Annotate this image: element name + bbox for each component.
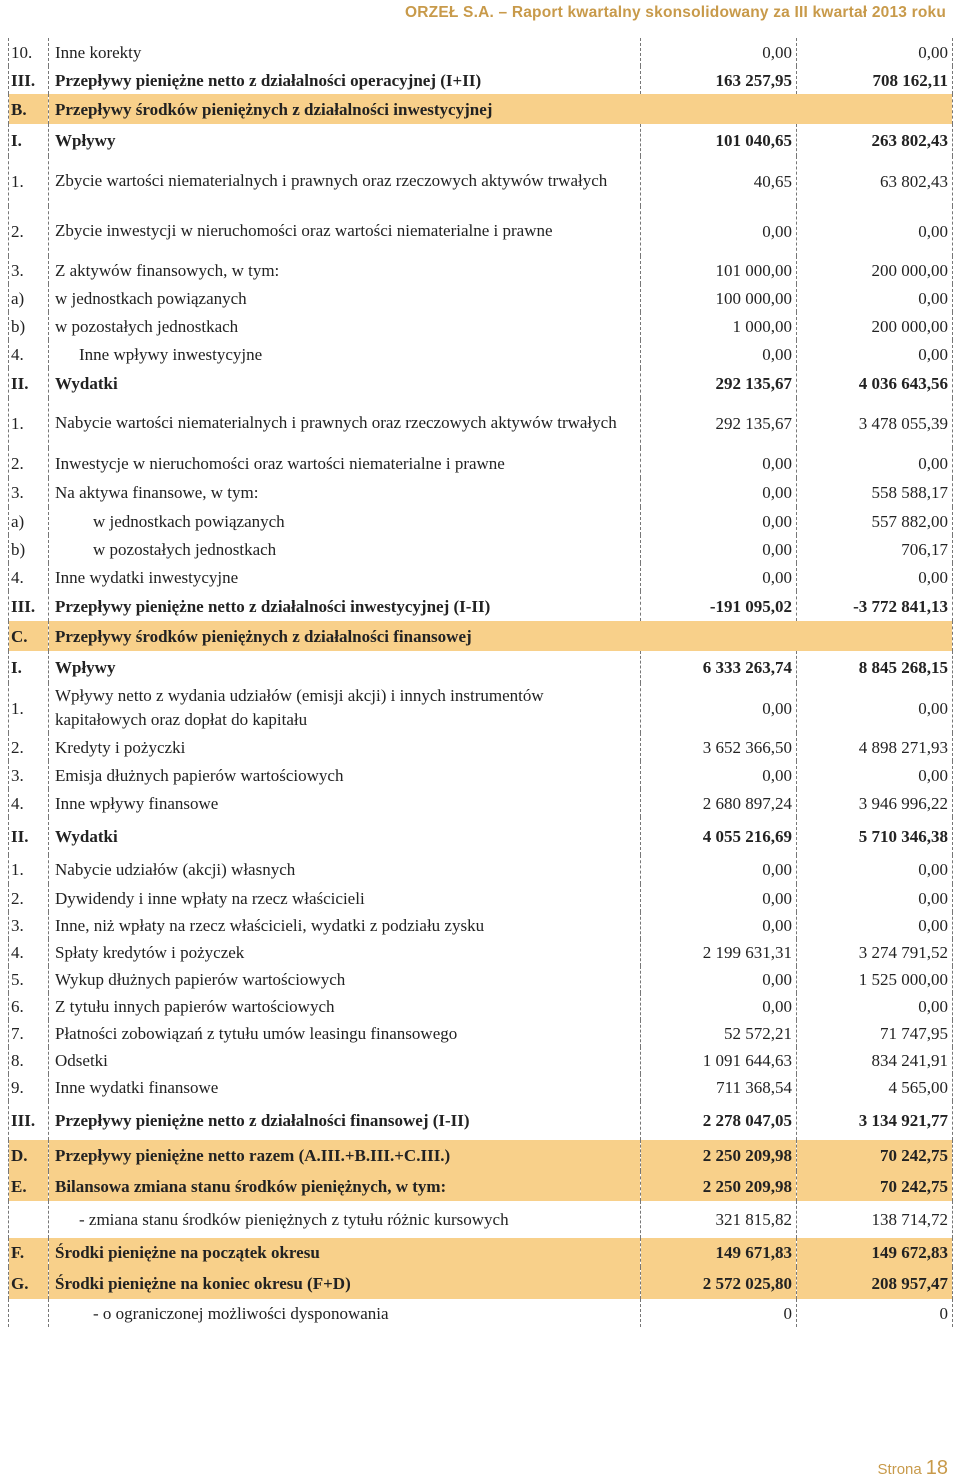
value-current-period: 0,00	[641, 912, 797, 939]
row-number: G.	[9, 1267, 49, 1299]
row-label: Zbycie inwestycji w nieruchomości oraz wartości niematerialne i prawne	[49, 206, 641, 256]
value-previous-period: 71 747,95	[797, 1020, 953, 1047]
table-row	[9, 1101, 953, 1140]
row-number: III.	[9, 66, 49, 94]
row-label: Z tytułu innych papierów wartościowych	[49, 993, 641, 1020]
row-label: w pozostałych jednostkach	[49, 535, 641, 563]
row-label: w pozostałych jednostkach	[49, 312, 641, 340]
value-current-period: 6 333 263,74	[641, 651, 797, 683]
row-label: w jednostkach powiązanych	[49, 507, 641, 535]
value-current-period: 0,00	[641, 761, 797, 789]
row-label: Środki pieniężne na początek okresu	[49, 1238, 641, 1267]
table-row	[9, 340, 953, 368]
table-row	[9, 1047, 953, 1074]
row-label: Wykup dłużnych papierów wartościowych	[49, 966, 641, 993]
value-previous-period: 8 845 268,15	[797, 651, 953, 683]
table-row	[9, 284, 953, 312]
row-label: Wydatki	[49, 368, 641, 398]
table-row	[9, 206, 953, 256]
table-row	[9, 939, 953, 966]
value-current-period: 0,00	[641, 535, 797, 563]
row-number: 8.	[9, 1047, 49, 1074]
value-previous-period: 0,00	[797, 683, 953, 733]
table-row	[9, 1074, 953, 1101]
value-previous-period: 557 882,00	[797, 507, 953, 535]
table-row	[9, 1171, 953, 1201]
value-previous-period: 0,00	[797, 340, 953, 368]
row-number: 1.	[9, 156, 49, 206]
value-current-period: 1 091 644,63	[641, 1047, 797, 1074]
value-current-period: 2 680 897,24	[641, 789, 797, 817]
row-label: Inne, niż wpłaty na rzecz właścicieli, wydatki z podziału zysku	[49, 912, 641, 939]
table-row	[9, 1140, 953, 1171]
row-label: Inne wpływy inwestycyjne	[49, 340, 641, 368]
table-row	[9, 621, 953, 651]
row-number: II.	[9, 817, 49, 855]
row-number: 10.	[9, 38, 49, 66]
row-number: 5.	[9, 966, 49, 993]
table-row	[9, 124, 953, 156]
row-label: Przepływy środków pieniężnych z działalności finansowej	[49, 621, 641, 651]
value-previous-period: -3 772 841,13	[797, 591, 953, 621]
value-current-period: 0,00	[641, 855, 797, 884]
cash-flow-table	[8, 38, 953, 1327]
value-current-period: 0	[641, 1299, 797, 1327]
value-previous-period: 4 565,00	[797, 1074, 953, 1101]
table-row	[9, 1020, 953, 1047]
value-current-period: 292 135,67	[641, 398, 797, 448]
table-row	[9, 966, 953, 993]
row-label: Przepływy pieniężne netto z działalności inwestycyjnej (I-II)	[49, 591, 641, 621]
row-label: Wpływy	[49, 651, 641, 683]
value-previous-period: 0,00	[797, 761, 953, 789]
row-number: E.	[9, 1171, 49, 1201]
value-current-period: 321 815,82	[641, 1201, 797, 1238]
value-current-period: 3 652 366,50	[641, 733, 797, 761]
value-previous-period: 0,00	[797, 38, 953, 66]
row-label: Nabycie udziałów (akcji) własnych	[49, 855, 641, 884]
value-previous-period: 63 802,43	[797, 156, 953, 206]
row-number: 7.	[9, 1020, 49, 1047]
table-row	[9, 912, 953, 939]
table-row	[9, 368, 953, 398]
value-previous-period: 70 242,75	[797, 1171, 953, 1201]
page-footer	[878, 1457, 948, 1480]
value-current-period: 0,00	[641, 38, 797, 66]
value-current-period: 0,00	[641, 683, 797, 733]
table-row	[9, 789, 953, 817]
value-previous-period: 0	[797, 1299, 953, 1327]
value-previous-period: 3 946 996,22	[797, 789, 953, 817]
value-current-period: 0,00	[641, 448, 797, 478]
row-number	[9, 1201, 49, 1238]
value-previous-period: 3 134 921,77	[797, 1101, 953, 1140]
row-label: Emisja dłużnych papierów wartościowych	[49, 761, 641, 789]
table-row	[9, 884, 953, 912]
row-label: Kredyty i pożyczki	[49, 733, 641, 761]
table-row	[9, 507, 953, 535]
value-current-period: 2 250 209,98	[641, 1140, 797, 1171]
value-current-period: 0,00	[641, 206, 797, 256]
value-previous-period: 3 478 055,39	[797, 398, 953, 448]
value-current-period: 0,00	[641, 993, 797, 1020]
row-label: Inne wpływy finansowe	[49, 789, 641, 817]
table-row	[9, 94, 953, 124]
row-number: 4.	[9, 340, 49, 368]
value-current-period: -191 095,02	[641, 591, 797, 621]
value-previous-period: 208 957,47	[797, 1267, 953, 1299]
table-row	[9, 38, 953, 66]
row-label: Wpływy	[49, 124, 641, 156]
row-number: 3.	[9, 478, 49, 507]
row-label: Wydatki	[49, 817, 641, 855]
table-row	[9, 398, 953, 448]
row-number: b)	[9, 312, 49, 340]
value-current-period: 2 278 047,05	[641, 1101, 797, 1140]
row-number: 6.	[9, 993, 49, 1020]
row-label: Przepływy środków pieniężnych z działalności inwestycyjnej	[49, 94, 641, 124]
value-current-period: 0,00	[641, 507, 797, 535]
row-label: Wpływy netto z wydania udziałów (emisji akcji) i innych instrumentów kapitałowych oraz dopłat do kapitału	[49, 683, 641, 733]
value-previous-period: 200 000,00	[797, 312, 953, 340]
value-previous-period: 0,00	[797, 284, 953, 312]
table-row	[9, 563, 953, 591]
row-number: 4.	[9, 939, 49, 966]
table-row	[9, 256, 953, 284]
value-previous-period: 558 588,17	[797, 478, 953, 507]
value-current-period: 4 055 216,69	[641, 817, 797, 855]
row-label: Na aktywa finansowe, w tym:	[49, 478, 641, 507]
value-previous-period: 0,00	[797, 912, 953, 939]
row-label: Inwestycje w nieruchomości oraz wartości niematerialne i prawne	[49, 448, 641, 478]
row-label: Inne korekty	[49, 38, 641, 66]
value-previous-period: 263 802,43	[797, 124, 953, 156]
table-row	[9, 761, 953, 789]
row-number: III.	[9, 1101, 49, 1140]
value-current-period: 52 572,21	[641, 1020, 797, 1047]
row-label: Płatności zobowiązań z tytułu umów leasingu finansowego	[49, 1020, 641, 1047]
value-previous-period: 708 162,11	[797, 66, 953, 94]
value-previous-period	[797, 621, 953, 651]
value-previous-period: 5 710 346,38	[797, 817, 953, 855]
value-current-period: 0,00	[641, 884, 797, 912]
value-current-period	[641, 94, 797, 124]
table-row	[9, 312, 953, 340]
row-number: II.	[9, 368, 49, 398]
value-current-period: 0,00	[641, 340, 797, 368]
value-current-period: 292 135,67	[641, 368, 797, 398]
value-previous-period: 4 898 271,93	[797, 733, 953, 761]
row-number: 3.	[9, 256, 49, 284]
value-current-period: 0,00	[641, 966, 797, 993]
table-row	[9, 651, 953, 683]
row-number: 1.	[9, 855, 49, 884]
table-row	[9, 993, 953, 1020]
value-current-period: 0,00	[641, 478, 797, 507]
value-previous-period: 0,00	[797, 993, 953, 1020]
row-number: 1.	[9, 683, 49, 733]
row-number: 2.	[9, 733, 49, 761]
row-number: 4.	[9, 563, 49, 591]
row-label: Spłaty kredytów i pożyczek	[49, 939, 641, 966]
value-previous-period: 0,00	[797, 563, 953, 591]
table-row	[9, 733, 953, 761]
table-row	[9, 478, 953, 507]
row-label: Zbycie wartości niematerialnych i prawnych oraz rzeczowych aktywów trwałych	[49, 156, 641, 206]
row-number: F.	[9, 1238, 49, 1267]
value-previous-period: 1 525 000,00	[797, 966, 953, 993]
value-previous-period: 4 036 643,56	[797, 368, 953, 398]
row-label: Odsetki	[49, 1047, 641, 1074]
row-number: b)	[9, 535, 49, 563]
row-number: 2.	[9, 206, 49, 256]
row-number	[9, 1299, 49, 1327]
value-current-period: 149 671,83	[641, 1238, 797, 1267]
value-previous-period: 149 672,83	[797, 1238, 953, 1267]
row-number: 2.	[9, 884, 49, 912]
row-label: - o ograniczonej możliwości dysponowania	[49, 1299, 641, 1327]
table-row	[9, 66, 953, 94]
row-number: I.	[9, 651, 49, 683]
value-previous-period: 706,17	[797, 535, 953, 563]
row-label: Z aktywów finansowych, w tym:	[49, 256, 641, 284]
row-label: - zmiana stanu środków pieniężnych z tytułu różnic kursowych	[49, 1201, 641, 1238]
page-number: 18	[925, 1457, 948, 1479]
row-number: 4.	[9, 789, 49, 817]
table-row	[9, 817, 953, 855]
value-previous-period: 200 000,00	[797, 256, 953, 284]
table-row	[9, 1267, 953, 1299]
row-number: I.	[9, 124, 49, 156]
table-row	[9, 855, 953, 884]
value-current-period: 101 000,00	[641, 256, 797, 284]
value-current-period: 2 572 025,80	[641, 1267, 797, 1299]
row-number: D.	[9, 1140, 49, 1171]
row-label: w jednostkach powiązanych	[49, 284, 641, 312]
value-current-period	[641, 621, 797, 651]
row-label: Przepływy pieniężne netto razem (A.III.+B.III.+C.III.)	[49, 1140, 641, 1171]
table-row	[9, 1238, 953, 1267]
row-label: Nabycie wartości niematerialnych i prawnych oraz rzeczowych aktywów trwałych	[49, 398, 641, 448]
table-row	[9, 535, 953, 563]
row-number: 2.	[9, 448, 49, 478]
row-label: Środki pieniężne na koniec okresu (F+D)	[49, 1267, 641, 1299]
row-label: Przepływy pieniężne netto z działalności finansowej (I-II)	[49, 1101, 641, 1140]
value-previous-period	[797, 94, 953, 124]
row-label: Dywidendy i inne wpłaty na rzecz właścicieli	[49, 884, 641, 912]
value-previous-period: 70 242,75	[797, 1140, 953, 1171]
value-current-period: 40,65	[641, 156, 797, 206]
table-row	[9, 156, 953, 206]
table-row	[9, 683, 953, 733]
row-number: 3.	[9, 912, 49, 939]
row-number: III.	[9, 591, 49, 621]
row-number: 9.	[9, 1074, 49, 1101]
row-label: Przepływy pieniężne netto z działalności operacyjnej (I+II)	[49, 66, 641, 94]
row-label: Bilansowa zmiana stanu środków pieniężnych, w tym:	[49, 1171, 641, 1201]
row-label: Inne wydatki inwestycyjne	[49, 563, 641, 591]
value-current-period: 1 000,00	[641, 312, 797, 340]
value-current-period: 101 040,65	[641, 124, 797, 156]
value-current-period: 711 368,54	[641, 1074, 797, 1101]
report-header: ORZEŁ S.A. – Raport kwartalny skonsolidowany za III kwartał 2013 roku	[405, 4, 946, 21]
table-row	[9, 448, 953, 478]
value-current-period: 2 250 209,98	[641, 1171, 797, 1201]
value-previous-period: 0,00	[797, 884, 953, 912]
value-current-period: 0,00	[641, 563, 797, 591]
row-number: 3.	[9, 761, 49, 789]
value-current-period: 163 257,95	[641, 66, 797, 94]
table-row	[9, 1299, 953, 1327]
value-previous-period: 0,00	[797, 448, 953, 478]
row-number: C.	[9, 621, 49, 651]
row-number: a)	[9, 507, 49, 535]
value-previous-period: 138 714,72	[797, 1201, 953, 1238]
page-word: Strona	[877, 1461, 922, 1478]
value-previous-period: 0,00	[797, 855, 953, 884]
value-previous-period: 0,00	[797, 206, 953, 256]
value-current-period: 100 000,00	[641, 284, 797, 312]
value-previous-period: 3 274 791,52	[797, 939, 953, 966]
row-number: 1.	[9, 398, 49, 448]
row-label: Inne wydatki finansowe	[49, 1074, 641, 1101]
table-row	[9, 591, 953, 621]
value-current-period: 2 199 631,31	[641, 939, 797, 966]
table-row	[9, 1201, 953, 1238]
row-number: a)	[9, 284, 49, 312]
row-number: B.	[9, 94, 49, 124]
value-previous-period: 834 241,91	[797, 1047, 953, 1074]
